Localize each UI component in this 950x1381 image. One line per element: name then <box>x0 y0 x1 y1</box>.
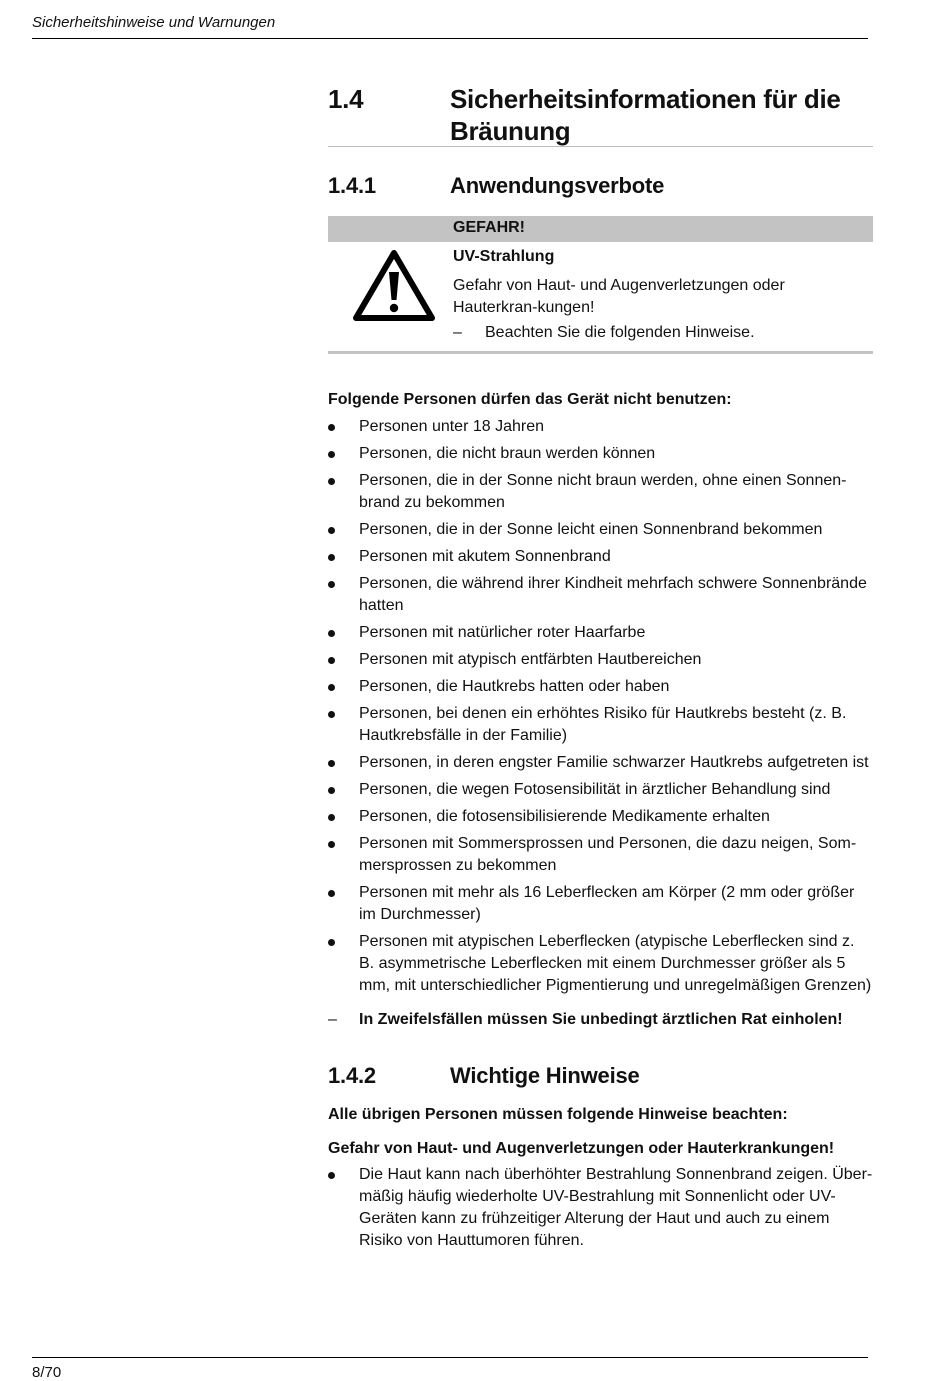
list-item: Personen, die fotosensibilisierende Medikamente erhalten <box>328 806 873 828</box>
bullet-icon <box>328 527 335 534</box>
bullet-icon <box>328 890 335 897</box>
bullet-icon <box>328 554 335 561</box>
bullet-icon <box>328 478 335 485</box>
list-item: Die Haut kann nach überhöhter Bestrahlung Sonnenbrand zeigen. Über-mäßig häufig wiederholte UV-Bestrahlung mit Sonnenlicht oder UV-Geräten kann zu frühzeitiger Alterung der Haut und auch zu einem Risiko von Hauttumoren führen. <box>328 1164 873 1252</box>
list-item: Personen, die in der Sonne nicht braun werden, ohne einen Sonnen-brand zu bekommen <box>328 470 873 514</box>
list-item: Personen, die nicht braun werden können <box>328 443 873 465</box>
bullet-icon <box>328 1172 335 1179</box>
bullet-icon <box>328 787 335 794</box>
section-rule <box>328 146 873 147</box>
warning-text: Gefahr von Haut- und Augenverletzungen oder Hauterkran-kungen! <box>453 277 785 316</box>
subsection-title: Wichtige Hinweise <box>450 1063 640 1088</box>
bullet-icon <box>328 711 335 718</box>
note-text: In Zweifelsfällen müssen Sie unbedingt ärztlichen Rat einholen! <box>359 1011 843 1028</box>
section-title: Sicherheitsinformationen für die Bräunung <box>450 84 841 146</box>
list-item: Personen, die während ihrer Kindheit mehrfach schwere Sonnenbrände hatten <box>328 573 873 617</box>
warning-triangle-icon <box>352 248 436 322</box>
section-number: 1.4 <box>328 84 364 114</box>
doubt-note <box>328 1009 873 1031</box>
subsection-number: 1.4.1 <box>328 173 376 198</box>
bullet-icon <box>328 581 335 588</box>
list-item: Personen mit Sommersprossen und Personen, die dazu neigen, Som-mersprossen zu bekommen <box>328 833 873 877</box>
prohibitions-list <box>328 416 873 1002</box>
bullet-icon <box>328 684 335 691</box>
warning-title: UV-Strahlung <box>453 248 555 265</box>
important-list <box>328 1164 873 1257</box>
list-item: Personen mit natürlicher roter Haarfarbe <box>328 622 873 644</box>
bullet-icon <box>328 451 335 458</box>
warning-bottom-rule <box>328 351 873 354</box>
list-item: Personen, in deren engster Familie schwarzer Hautkrebs aufgetreten ist <box>328 752 873 774</box>
list-item: Personen mit atypisch entfärbten Hautbereichen <box>328 649 873 671</box>
subsection-number: 1.4.2 <box>328 1063 376 1088</box>
danger-level: GEFAHR! <box>453 219 525 236</box>
running-header: Sicherheitshinweise und Warnungen <box>32 14 276 31</box>
bullet-icon <box>328 841 335 848</box>
bullet-icon <box>328 424 335 431</box>
important-hazard: Gefahr von Haut- und Augenverletzungen oder Hauterkrankungen! <box>328 1140 835 1157</box>
list-item: Personen mit mehr als 16 Leberflecken am Körper (2 mm oder größer im Durchmesser) <box>328 882 873 926</box>
bullet-icon <box>328 939 335 946</box>
subsection-title: Anwendungsverbote <box>450 173 665 198</box>
bullet-icon <box>328 760 335 767</box>
footer-rule <box>32 1357 868 1358</box>
list-item: Personen unter 18 Jahren <box>328 416 873 438</box>
page-number: 8/70 <box>32 1364 62 1381</box>
list-item: Personen, die in der Sonne leicht einen Sonnenbrand bekommen <box>328 519 873 541</box>
bullet-icon <box>328 814 335 821</box>
list-item: Personen, die Hautkrebs hatten oder haben <box>328 676 873 698</box>
header-rule <box>32 38 868 39</box>
list-item: Personen mit atypischen Leberflecken (atypische Leberflecken sind z. B. asymmetrische Leberflecken mit einem Durchmesser größer als 5 mm, mit unterschiedlicher Pigmentierung und unregelmäßigen Grenzen) <box>328 931 873 997</box>
list-item: Personen, bei denen ein erhöhtes Risiko für Hautkrebs besteht (z. B. Hautkrebsfälle in der Familie) <box>328 703 873 747</box>
note-dash: – <box>328 1011 337 1028</box>
prohibitions-lead: Folgende Personen dürfen das Gerät nicht benutzen: <box>328 391 732 408</box>
bullet-icon <box>328 630 335 637</box>
list-item: Personen mit akutem Sonnenbrand <box>328 546 873 568</box>
danger-banner <box>328 216 873 242</box>
warning-step-dash: – <box>453 324 462 341</box>
list-item: Personen, die wegen Fotosensibilität in ärztlicher Behandlung sind <box>328 779 873 801</box>
warning-step: Beachten Sie die folgenden Hinweise. <box>485 324 755 341</box>
important-lead: Alle übrigen Personen müssen folgende Hinweise beachten: <box>328 1106 788 1123</box>
bullet-icon <box>328 657 335 664</box>
